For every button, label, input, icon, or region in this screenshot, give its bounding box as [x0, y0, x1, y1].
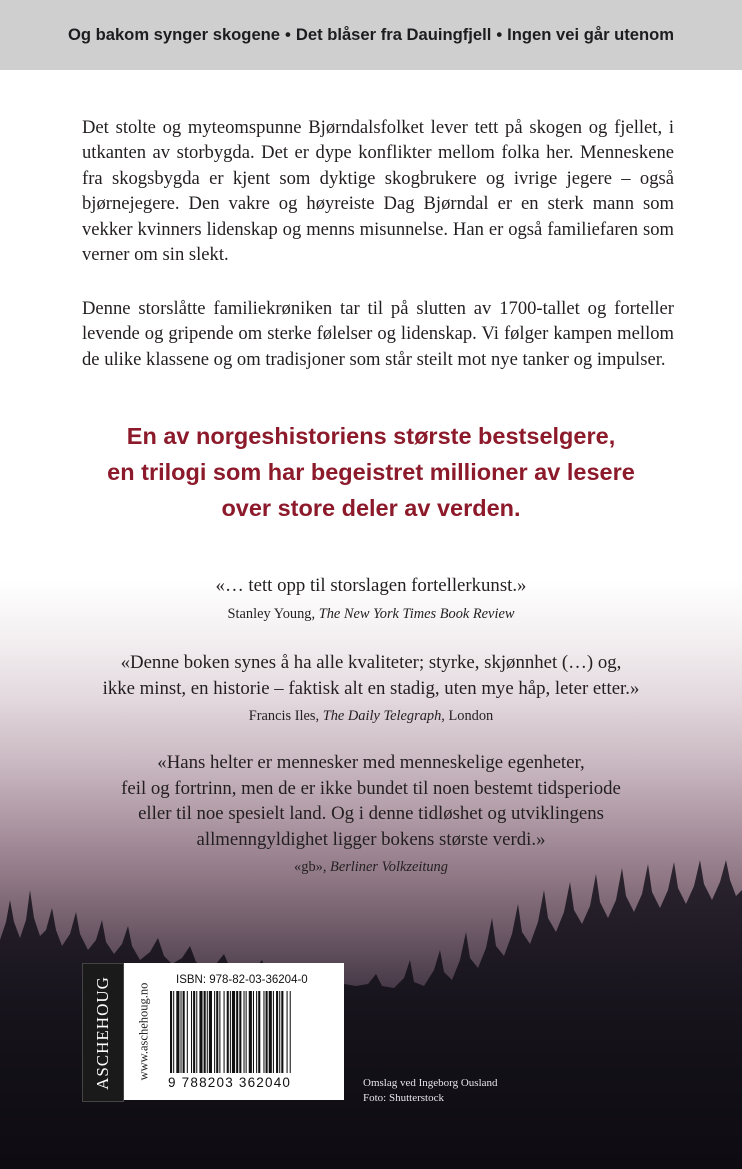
highlight-tagline — [0, 418, 742, 526]
cover-design-credit: Omslag ved Ingeborg Ousland — [363, 1077, 498, 1089]
highlight-line-1: En av norgeshistoriens største bestselgere, — [126, 423, 616, 449]
series-title-1: Og bakom synger skogene — [67, 25, 281, 44]
isbn-label: ISBN: 978-82-03-36204-0 — [176, 974, 308, 986]
quote-line: «Hans helter er mennesker med menneskelige egenheter, — [157, 752, 585, 773]
quote-source — [0, 706, 742, 726]
quote-author: Stanley Young, — [227, 605, 319, 622]
quote-publication: The New York Times Book Review — [318, 605, 515, 622]
ean-digits: 9 788203 362040 — [168, 1075, 292, 1090]
quote-author: «gb», — [294, 859, 331, 875]
publisher-logo — [82, 963, 124, 1102]
quote-line: allmenngyldighet ligger bokens største verdi.» — [196, 828, 546, 850]
series-title-bar — [0, 0, 742, 70]
review-quote-2 — [0, 650, 742, 726]
series-title-2: Det blåser fra Dauingfjell — [295, 25, 492, 44]
barcode-icon — [170, 991, 336, 1073]
barcode-panel — [124, 963, 344, 1100]
cover-credits — [363, 1076, 498, 1106]
quote-line: ikke minst, en historie – faktisk alt en stadig, uten mye håp, leter etter.» — [102, 677, 640, 699]
quote-publication: The Daily Telegraph — [322, 708, 442, 724]
photo-credit: Foto: Shutterstock — [363, 1092, 444, 1104]
highlight-line-3: over store deler av verden. — [221, 495, 521, 521]
quote-line: «Denne boken synes å ha alle kvaliteter; styrke, skjønnhet (…) og, — [120, 652, 622, 673]
series-title-3: Ingen vei går utenom — [507, 25, 675, 44]
quote-publication: Berliner Volkzeitung — [330, 859, 448, 875]
review-quote-1 — [0, 573, 742, 624]
series-separator-2: • — [496, 25, 503, 44]
quote-source — [0, 604, 742, 624]
quote-line: «… tett opp til storslagen fortellerkunst.» — [215, 575, 527, 596]
blurb-paragraph-1: Det stolte og myteomspunne Bjørndalsfolket lever tett på skogen og fjellet, i utkanten av storbygda. Det er dype konflikter mellom folka her. Menneskene fra skogsbygda er kjent som dyktige skogbrukere og ivrige jegere – også bjørnejegere. Den vakre og høyreiste Dag Bjørndal er en sterk mann som vekker kvinners lidenskap og menns misunnelse. Han er også familiefaren som verner om sin slekt. — [82, 117, 674, 266]
quote-line: feil og fortrinn, men de er ikke bundet til noen bestemt tidsperiode — [121, 777, 621, 799]
quote-author: Francis Iles, — [248, 708, 323, 724]
publisher-logo-text: ASCHEHOUG — [93, 975, 112, 1090]
review-quote-3 — [0, 750, 742, 877]
quote-line: eller til noe spesielt land. Og i denne tidløshet og utviklingens — [138, 803, 604, 824]
series-separator-1: • — [285, 25, 291, 44]
blurb-paragraph-2: Denne storslåtte familiekrøniken tar til på slutten av 1700-tallet og forteller levende og gripende om sterke følelser og lidenskap. Vi følger kampen mellom de ulike klassene og om tradisjoner som står steilt mot nye tanker og impulser. — [82, 298, 674, 370]
publisher-website — [124, 963, 164, 1100]
quote-location: , London — [441, 708, 494, 724]
publisher-website-text: www.aschehoug.no — [136, 982, 151, 1081]
highlight-line-2: en trilogi som har begeistret millioner av lesere — [107, 459, 635, 485]
